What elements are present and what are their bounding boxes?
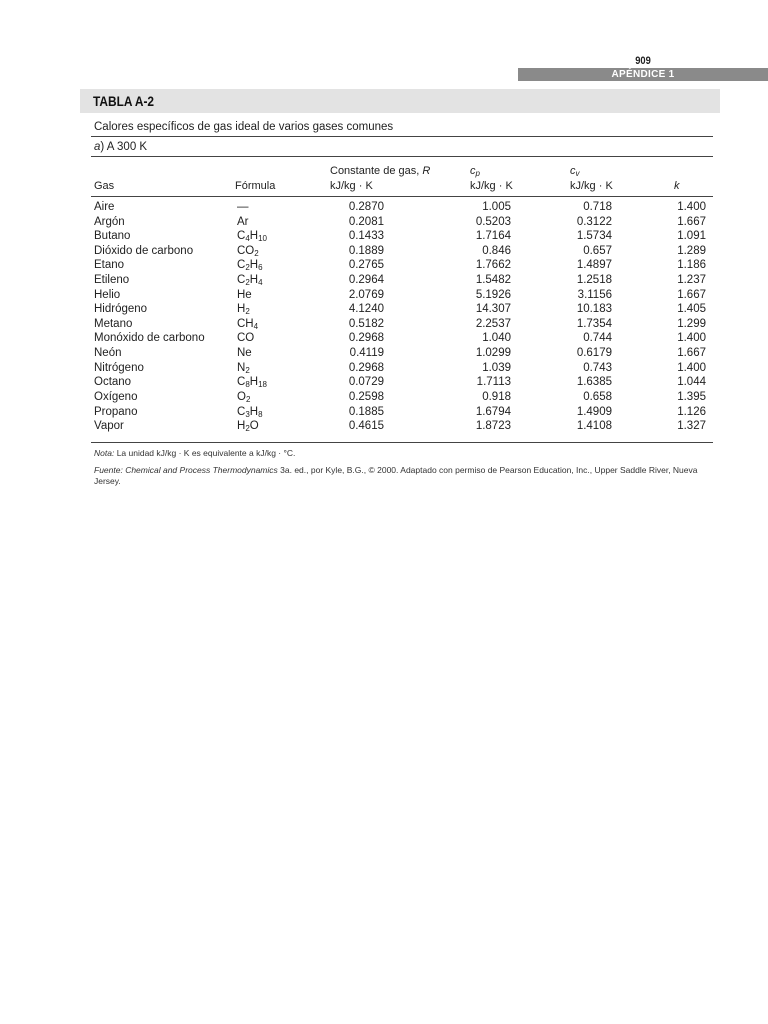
cell-cp: 0.918 xyxy=(482,390,511,403)
cell-r: 0.2964 xyxy=(348,274,384,287)
formula-element: H xyxy=(249,259,259,272)
cell-cp: 1.039 xyxy=(482,361,511,374)
cell-gas: Octano xyxy=(94,376,132,389)
cell-cv: 1.4897 xyxy=(576,259,612,272)
column-cv xyxy=(566,200,612,434)
cell-k: 1.299 xyxy=(677,317,706,330)
cell-cp: 14.307 xyxy=(475,303,511,316)
cell-formula xyxy=(237,317,267,332)
header-cv-sub: v xyxy=(575,169,580,178)
cell-k: 1.395 xyxy=(677,390,706,403)
cell-gas: Monóxido de carbono xyxy=(94,332,205,345)
cell-cp: 1.005 xyxy=(482,201,511,213)
cell-gas: Helio xyxy=(94,288,121,301)
cell-gas: Aire xyxy=(94,201,115,213)
column-cp xyxy=(466,200,511,434)
cell-gas: Metano xyxy=(94,317,133,330)
cell-gas: Propano xyxy=(94,405,138,418)
cell-cv: 3.1156 xyxy=(577,288,612,301)
column-gas xyxy=(94,200,205,434)
cell-gas: Hidrógeno xyxy=(94,303,148,316)
formula-subscript: 2 xyxy=(245,394,251,404)
cell-k: 1.400 xyxy=(677,361,706,374)
cell-formula xyxy=(237,229,267,244)
formula-element: CH xyxy=(237,317,254,330)
formula-element: C xyxy=(237,230,246,243)
cell-formula xyxy=(237,302,267,317)
subcaption-text: ) A 300 K xyxy=(100,141,148,153)
header-cv-symbol: c xyxy=(570,165,576,177)
formula-element: C xyxy=(237,259,246,272)
formula-element: Ne xyxy=(237,347,252,360)
formula-subscript: 6 xyxy=(258,263,263,273)
formula-subscript: 4 xyxy=(245,234,250,244)
cell-cp: 2.2537 xyxy=(475,317,511,330)
cell-k: 1.667 xyxy=(677,215,706,228)
cell-gas: Argón xyxy=(94,215,125,228)
cell-cv: 0.6179 xyxy=(576,347,612,360)
table-source xyxy=(94,465,714,487)
cell-cv: 1.4909 xyxy=(576,405,612,418)
cell-formula xyxy=(237,361,267,376)
cell-k: 1.289 xyxy=(677,244,706,257)
cell-gas: Vapor xyxy=(94,420,124,433)
cell-cv: 1.6385 xyxy=(576,376,612,389)
header-r xyxy=(330,164,430,178)
cell-r: 0.2765 xyxy=(348,259,384,272)
cell-cv: 10.183 xyxy=(576,303,612,316)
header-r-symbol: R xyxy=(422,165,431,177)
cell-cp: 1.7164 xyxy=(475,230,511,243)
formula-element: CO xyxy=(237,332,255,345)
cell-cv: 0.744 xyxy=(583,332,612,345)
table-title-band xyxy=(80,89,720,113)
formula-element: H xyxy=(237,303,246,316)
cell-k: 1.400 xyxy=(677,332,706,345)
cell-cv: 0.718 xyxy=(583,201,612,213)
source-book: Chemical and Process Thermodynamics xyxy=(122,465,278,475)
cell-k: 1.237 xyxy=(677,274,706,287)
source-label: Fuente: xyxy=(94,465,123,475)
cell-gas: Neón xyxy=(94,347,122,360)
header-cp-sub: p xyxy=(475,169,480,178)
cell-cp: 1.5482 xyxy=(475,274,511,287)
formula-subscript: 8 xyxy=(245,380,250,390)
cell-k: 1.327 xyxy=(677,420,706,433)
header-cp-symbol: c xyxy=(470,165,476,177)
header-k xyxy=(674,179,680,193)
formula-element: H xyxy=(249,274,259,287)
cell-formula xyxy=(237,375,267,390)
cell-gas: Nitrógeno xyxy=(94,361,144,374)
cell-r: 0.0729 xyxy=(348,376,384,389)
cell-cv: 1.7354 xyxy=(576,317,612,330)
cell-cp: 1.7662 xyxy=(475,259,511,272)
header-cv xyxy=(570,164,580,178)
cell-r: 0.4615 xyxy=(348,420,384,433)
formula-subscript: 2 xyxy=(245,424,250,434)
cell-cv: 1.5734 xyxy=(576,230,612,243)
formula-element: H xyxy=(249,230,259,243)
formula-element: H xyxy=(249,376,259,389)
cell-r: 0.2968 xyxy=(348,332,384,345)
cell-k: 1.126 xyxy=(677,405,706,418)
cell-r: 4.1240 xyxy=(348,303,384,316)
cell-r: 0.1885 xyxy=(348,405,384,418)
cell-cp: 1.7113 xyxy=(476,376,511,389)
formula-element: He xyxy=(237,288,252,301)
cell-k: 1.405 xyxy=(677,303,706,316)
header-k-symbol: k xyxy=(674,180,680,192)
cell-gas: Dióxido de carbono xyxy=(94,244,194,257)
formula-subscript: 2 xyxy=(245,263,250,273)
cell-r: 0.1889 xyxy=(348,244,384,257)
page-number: 909 xyxy=(635,55,651,67)
header-cp xyxy=(470,164,480,178)
cell-formula xyxy=(237,258,267,273)
subcaption-rule xyxy=(91,156,713,157)
note-label: Nota: xyxy=(94,448,115,458)
cell-gas: Etano xyxy=(94,259,125,272)
formula-subscript: 2 xyxy=(245,365,250,375)
cell-cp: 5.1926 xyxy=(475,288,511,301)
cell-cv: 0.3122 xyxy=(576,215,612,228)
formula-subscript: 2 xyxy=(254,248,259,258)
cell-cp: 0.846 xyxy=(482,244,511,257)
table-title: TABLA A-2 xyxy=(93,93,155,109)
cell-k: 1.667 xyxy=(677,288,706,301)
cell-k: 1.667 xyxy=(677,347,706,360)
cell-r: 0.2598 xyxy=(348,390,384,403)
formula-subscript: 8 xyxy=(258,409,263,419)
formula-element: — xyxy=(237,201,249,213)
cell-cv: 0.658 xyxy=(583,390,612,403)
header-rule xyxy=(91,196,713,197)
cell-k: 1.091 xyxy=(677,230,706,243)
formula-element: O xyxy=(237,390,246,403)
formula-element: O xyxy=(249,420,259,433)
cell-gas: Etileno xyxy=(94,274,130,287)
cell-cv: 0.743 xyxy=(583,361,612,374)
cell-cp: 1.0299 xyxy=(475,347,511,360)
formula-element: H xyxy=(249,405,259,418)
cell-formula xyxy=(237,273,267,288)
formula-subscript: 18 xyxy=(258,380,267,390)
cell-formula xyxy=(237,390,267,405)
formula-subscript: 4 xyxy=(258,278,263,288)
table-subcaption xyxy=(94,141,147,153)
cell-formula xyxy=(237,288,267,303)
note-text: La unidad kJ/kg · K es equivalente a kJ/kg · °C. xyxy=(114,448,296,458)
cell-r: 2.0769 xyxy=(348,288,384,301)
cell-k: 1.400 xyxy=(677,201,706,213)
cell-r: 0.2968 xyxy=(348,361,384,374)
cell-gas: Oxígeno xyxy=(94,390,138,403)
header-formula: Fórmula xyxy=(235,180,276,192)
formula-subscript: 4 xyxy=(253,321,259,331)
cell-k: 1.044 xyxy=(677,376,706,389)
cell-k: 1.186 xyxy=(677,259,706,272)
appendix-label: APÉNDICE 1 xyxy=(518,68,768,81)
formula-element: CO xyxy=(237,244,255,257)
table-note xyxy=(94,448,295,458)
source-text: 3a. ed., por Kyle, B.G., © 2000. Adaptado con permiso de Pearson Education, Inc., Upper Saddle River, Nueva Jersey. xyxy=(94,465,698,486)
cell-formula xyxy=(237,244,267,259)
header-r-label: Constante de gas, xyxy=(330,165,420,177)
formula-element: C xyxy=(237,376,246,389)
formula-element: Ar xyxy=(237,215,249,228)
table-caption: Calores específicos de gas ideal de varios gases comunes xyxy=(94,121,394,133)
cell-r: 0.4119 xyxy=(349,347,384,360)
cell-formula xyxy=(237,200,267,215)
cell-cv: 0.657 xyxy=(583,244,612,257)
cell-cp: 1.8723 xyxy=(475,420,511,433)
formula-element: C xyxy=(237,274,246,287)
formula-subscript: 10 xyxy=(258,234,267,244)
cell-gas: Butano xyxy=(94,230,131,243)
cell-r: 0.2870 xyxy=(348,201,384,213)
cell-cp: 1.040 xyxy=(482,332,511,345)
header-gas: Gas xyxy=(94,180,115,192)
formula-subscript: 2 xyxy=(245,278,250,288)
formula-element: C xyxy=(237,405,246,418)
column-k xyxy=(666,200,706,434)
header-cp-units: kJ/kg · K xyxy=(470,180,513,192)
cell-cv: 1.4108 xyxy=(576,420,612,433)
cell-cp: 0.5203 xyxy=(475,215,511,228)
subcaption-letter: a xyxy=(94,141,101,153)
column-formula xyxy=(237,200,267,434)
cell-cv: 1.2518 xyxy=(576,274,612,287)
caption-rule xyxy=(91,136,713,137)
header-cv-units: kJ/kg · K xyxy=(570,180,613,192)
header-r-units: kJ/kg · K xyxy=(330,180,373,192)
formula-subscript: 2 xyxy=(245,307,250,317)
cell-r: 0.2081 xyxy=(348,215,384,228)
cell-formula xyxy=(237,215,267,230)
column-r xyxy=(330,200,384,434)
formula-subscript: 3 xyxy=(245,409,250,419)
cell-r: 0.5182 xyxy=(348,317,384,330)
cell-formula xyxy=(237,405,267,420)
formula-element: H xyxy=(237,420,246,433)
cell-cp: 1.6794 xyxy=(475,405,511,418)
cell-formula xyxy=(237,331,267,346)
formula-element: N xyxy=(237,361,246,374)
cell-formula xyxy=(237,346,267,361)
cell-r: 0.1433 xyxy=(348,230,384,243)
table-bottom-rule xyxy=(91,442,713,443)
cell-formula xyxy=(237,419,267,434)
